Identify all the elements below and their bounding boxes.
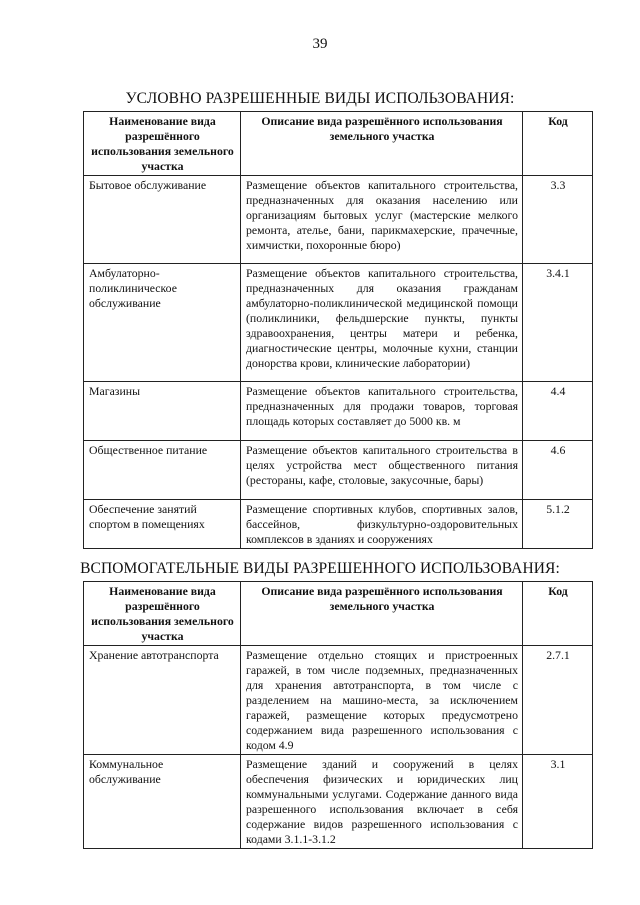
table-row [84,500,593,549]
row-name: Хранение автотранспорта [84,646,241,755]
row-description: Размещение зданий и сооружений в целях обеспечения физических и юридических лиц коммунальными услугами. Содержание данного вида разрешенного использования включает в себя содержание видов разрешенного использования с кодами 3.1.1-3.1.2 [241,755,523,849]
row-name: Магазины [84,382,241,441]
row-code: 4.4 [523,382,593,441]
conditional-uses-table [83,111,593,549]
header-description: Описание вида разрешённого использования земельного участка [241,582,523,646]
row-name: Бытовое обслуживание [84,176,241,264]
row-code: 5.1.2 [523,500,593,549]
row-name: Коммунальное обслуживание [84,755,241,849]
row-description: Размещение объектов капитального строительства в целях устройства мест общественного питания (рестораны, кафе, столовые, закусочные, бары) [241,441,523,500]
row-description: Размещение отдельно стоящих и пристроенных гаражей, в том числе подземных, предназначенных для хранения автотранспорта, в том числе с разделением на машино-места, за исключением гаражей, размещение которых предусмотрено содержанием вида разрешенного использования с кодом 4.9 [241,646,523,755]
header-code: Код [523,582,593,646]
row-description: Размещение объектов капитального строительства, предназначенных для оказания населению или организациям бытовых услуг (мастерские мелкого ремонта, ателье, бани, парикмахерские, прачечные, химчистки, похоронные бюро) [241,176,523,264]
row-code: 2.7.1 [523,646,593,755]
table-header-row [84,112,593,176]
page-number: 39 [312,36,328,52]
conditional-uses-title: УСЛОВНО РАЗРЕШЕННЫЕ ВИДЫ ИСПОЛЬЗОВАНИЯ: [125,90,515,107]
row-code: 3.4.1 [523,264,593,382]
table-header-row [84,582,593,646]
header-code: Код [523,112,593,176]
auxiliary-uses-title: ВСПОМОГАТЕЛЬНЫЕ ВИДЫ РАЗРЕШЕННОГО ИСПОЛЬЗОВАНИЯ: [80,560,560,577]
table-row [84,264,593,382]
table-row [84,382,593,441]
auxiliary-uses-table [83,581,593,849]
header-description: Описание вида разрешённого использования земельного участка [241,112,523,176]
row-description: Размещение спортивных клубов, спортивных залов, бассейнов, физкультурно-оздоровительных комплексов в зданиях и сооружениях [241,500,523,549]
row-code: 4.6 [523,441,593,500]
row-description: Размещение объектов капитального строительства, предназначенных для оказания гражданам амбулаторно-поликлинической медицинской помощи (поликлиники, фельдшерские пункты, пункты здравоохранения, центры матери и ребенка, диагностические центры, молочные кухни, станции донорства крови, клинические лаборатории) [241,264,523,382]
header-name: Наименование вида разрешённого использования земельного участка [84,112,241,176]
table-row [84,646,593,755]
row-name: Обеспечение занятий спортом в помещениях [84,500,241,549]
row-name: Общественное питание [84,441,241,500]
row-description: Размещение объектов капитального строительства, предназначенных для продажи товаров, торговая площадь которых составляет до 5000 кв. м [241,382,523,441]
table-row [84,755,593,849]
row-name: Амбулаторно-поликлиническое обслуживание [84,264,241,382]
row-code: 3.1 [523,755,593,849]
table-row [84,176,593,264]
row-code: 3.3 [523,176,593,264]
table-row [84,441,593,500]
header-name: Наименование вида разрешённого использования земельного участка [84,582,241,646]
